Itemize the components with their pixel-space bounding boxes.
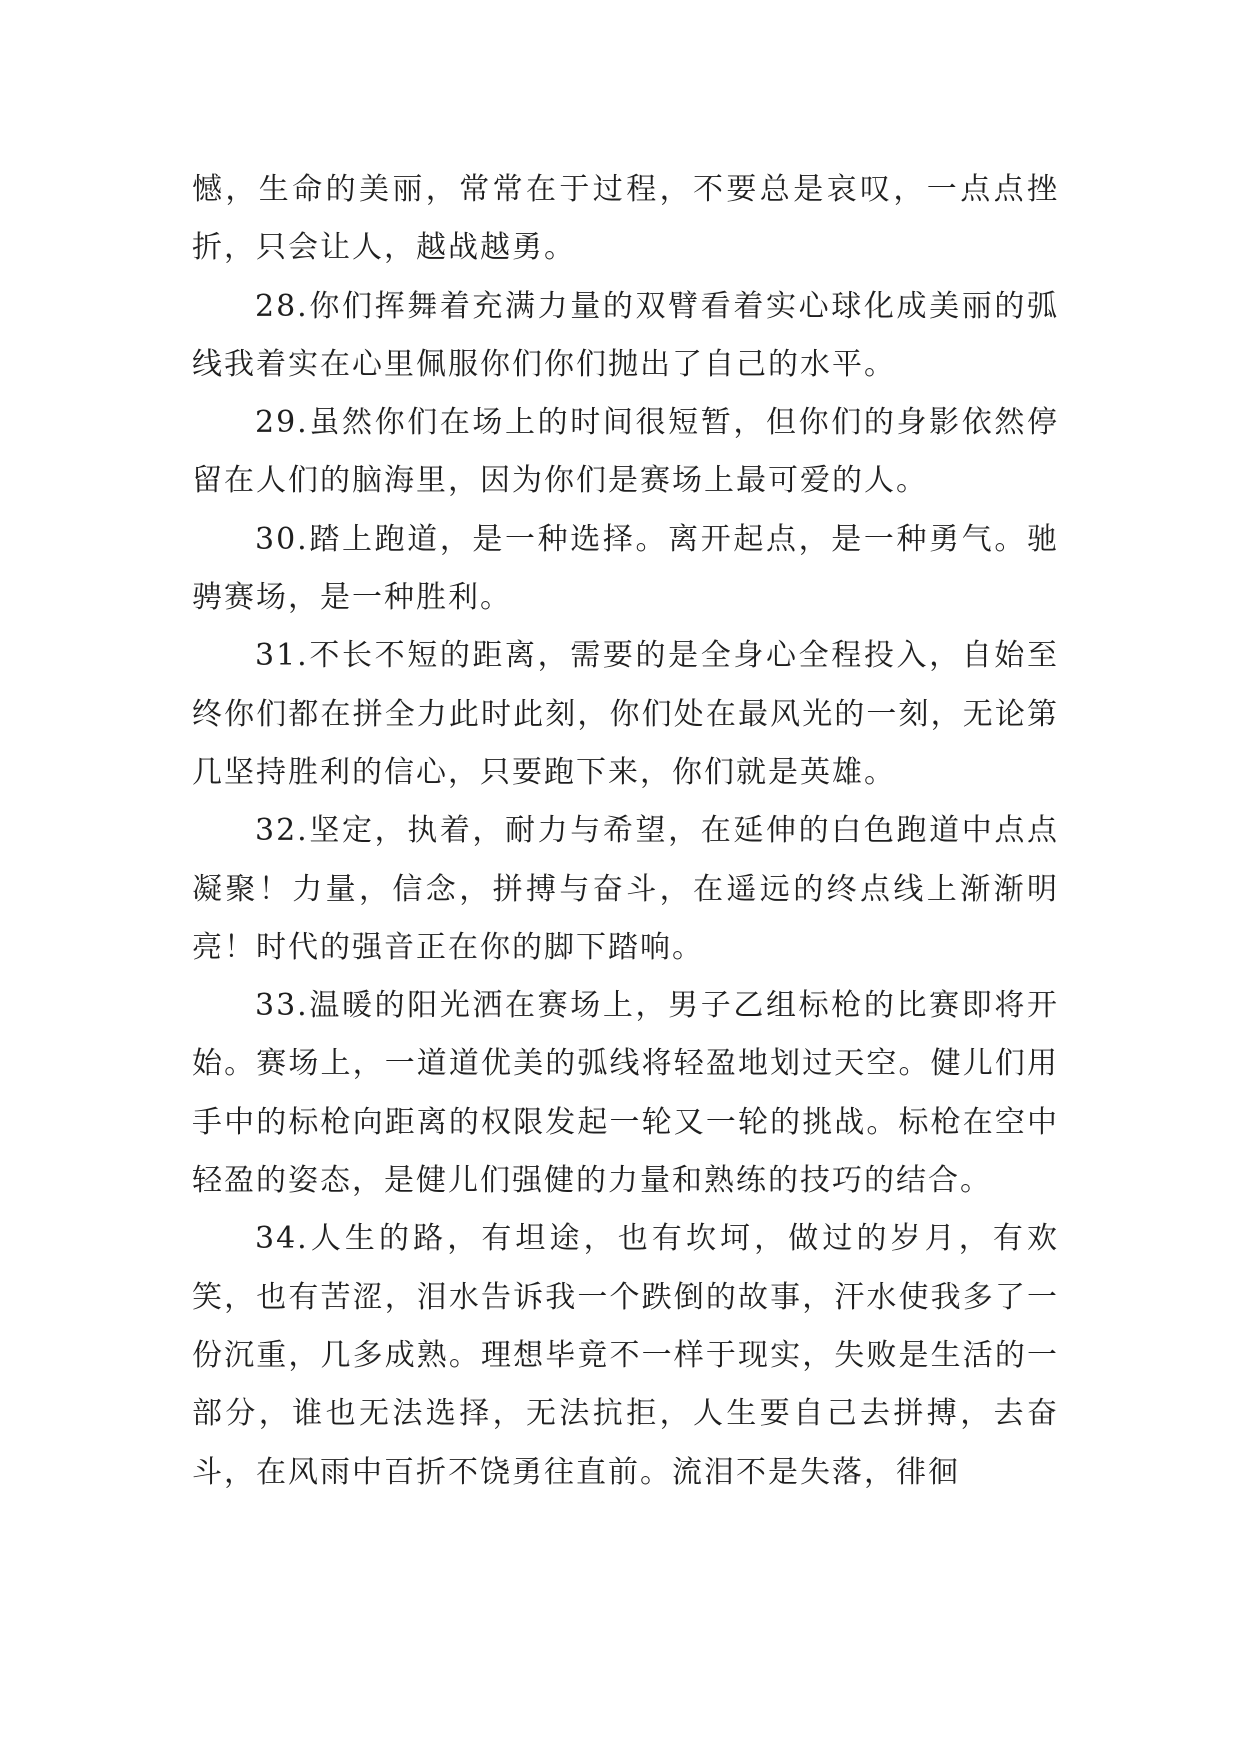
paragraph-item-30: 30.踏上跑道，是一种选择。离开起点，是一种勇气。驰骋赛场，是一种胜利。 bbox=[192, 521, 1059, 616]
paragraph-item-32: 32.坚定，执着，耐力与希望，在延伸的白色跑道中点点凝聚！力量，信念，拼搏与奋斗，在遥远的终点线上渐渐明亮！时代的强音正在你的脚下踏响。 bbox=[192, 813, 1059, 965]
paragraph-item-29: 29.虽然你们在场上的时间很短暂，但你们的身影依然停留在人们的脑海里，因为你们是赛场上最可爱的人。 bbox=[192, 405, 1059, 499]
document-body bbox=[192, 161, 1059, 1502]
paragraph-item-34: 34.人生的路，有坦途，也有坎坷，做过的岁月，有欢笑，也有苦涩，泪水告诉我一个跌倒的故事，汗水使我多了一份沉重，几多成熟。理想毕竟不一样于现实，失败是生活的一部分，谁也无法选择，无法抗拒，人生要自己去拼搏，去奋斗，在风雨中百折不饶勇往直前。流泪不是失落，徘徊 bbox=[192, 1221, 1059, 1490]
paragraph-continuation: 憾，生命的美丽，常常在于过程，不要总是哀叹，一点点挫折，只会让人，越战越勇。 bbox=[192, 172, 1059, 266]
paragraph-item-31: 31.不长不短的距离，需要的是全身心全程投入，自始至终你们都在拼全力此时此刻，你们处在最风光的一刻，无论第几坚持胜利的信心，只要跑下来，你们就是英雄。 bbox=[192, 638, 1059, 790]
paragraph-item-33: 33.温暖的阳光洒在赛场上，男子乙组标枪的比赛即将开始。赛场上，一道道优美的弧线将轻盈地划过天空。健儿们用手中的标枪向距离的权限发起一轮又一轮的挑战。标枪在空中轻盈的姿态，是健儿们强健的力量和熟练的技巧的结合。 bbox=[192, 988, 1059, 1199]
paragraph-item-28: 28.你们挥舞着充满力量的双臂看着实心球化成美丽的弧线我着实在心里佩服你们你们抛出了自己的水平。 bbox=[192, 288, 1059, 382]
